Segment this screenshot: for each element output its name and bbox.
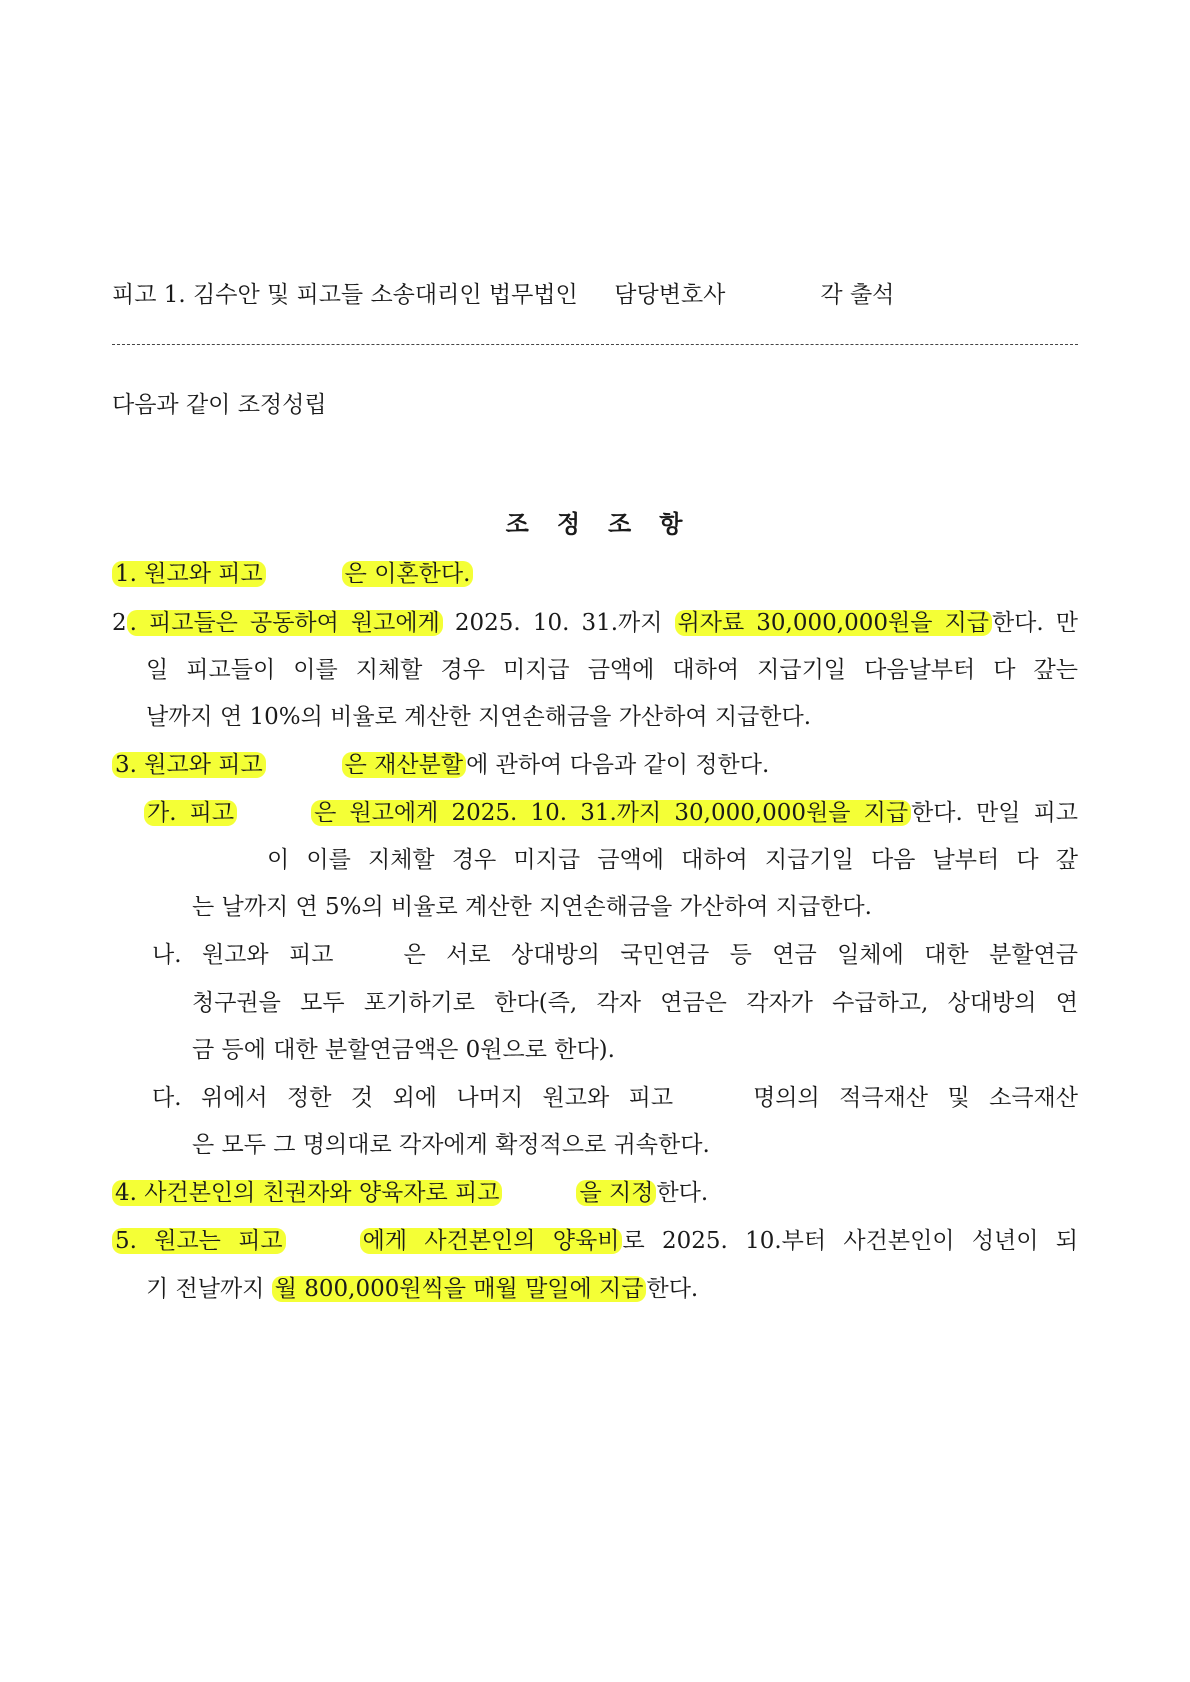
- attendance-text: 피고 1. 김수안 및 피고들 소송대리인 법무법인 담당변호사 각 출석: [112, 282, 895, 308]
- highlight: 을 지정: [576, 1180, 656, 1206]
- highlight: 5. 원고는 피고: [112, 1228, 286, 1254]
- text: 한다.: [646, 1276, 699, 1302]
- item-number: 2: [112, 610, 127, 636]
- text: 은 서로 상대방의 국민연금 등 연금 일체에 대한 분할연금: [403, 942, 1078, 968]
- text: 다. 위에서 정한 것 외에 나머지 원고와 피고: [152, 1085, 674, 1111]
- item-4: [112, 1176, 1078, 1210]
- section-title-char: 항: [659, 509, 685, 538]
- text: 한다. 만: [991, 610, 1078, 636]
- dashed-divider: [112, 344, 1078, 345]
- item-2-line-2: 일 피고들이 이를 지체할 경우 미지급 금액에 대하여 지급기일 다음날부터 다 갚는: [146, 657, 1078, 683]
- highlight: 4. 사건본인의 친권자와 양육자로 피고: [112, 1180, 502, 1206]
- attendance-line: [112, 278, 1078, 312]
- item-3b-line-1: [152, 938, 1078, 972]
- section-title-char: 조: [608, 509, 634, 538]
- item-3: [112, 748, 1078, 782]
- section-title-char: 조: [505, 509, 531, 538]
- highlight: 가. 피고: [144, 800, 237, 826]
- highlight: 위자료 30,000,000원을 지급: [675, 610, 992, 636]
- text: 한다. 만일 피고: [911, 800, 1079, 826]
- highlight: 은 재산분할: [342, 752, 466, 778]
- text: 로 2025. 10.부터 사건본인이 성년이 되: [622, 1228, 1078, 1254]
- item-3a-line-2: 이 이를 지체할 경우 미지급 금액에 대하여 지급기일 다음 날부터 다 갚: [267, 847, 1078, 873]
- highlight: 월 800,000원씩을 매월 말일에 지급: [272, 1276, 647, 1302]
- highlight: 은 이혼한다.: [342, 561, 474, 587]
- item-5-line-1: [112, 1224, 1078, 1258]
- highlight: 은 원고에게 2025. 10. 31.까지 30,000,000원을 지급: [311, 800, 911, 826]
- text: 에 관하여 다음과 같이 정한다.: [466, 752, 770, 778]
- item-3b-line-2: 청구권을 모두 포기하기로 한다(즉, 각자 연금은 각자가 수급하고, 상대방의 연: [192, 990, 1078, 1016]
- item-3b-line-3: 금 등에 대한 분할연금액은 0원으로 한다).: [192, 1037, 615, 1063]
- item-5-line-2: [146, 1272, 1078, 1306]
- text: 한다.: [656, 1180, 709, 1206]
- highlight: . 피고들은 공동하여 원고에게: [127, 610, 443, 636]
- item-3c-line-2: 은 모두 그 명의대로 각자에게 확정적으로 귀속한다.: [192, 1132, 710, 1158]
- text: 2025. 10. 31.까지: [442, 610, 675, 636]
- text: 나. 원고와 피고: [152, 942, 334, 968]
- item-3a-line-3: 는 날까지 연 5%의 비율로 계산한 지연손해금을 가산하여 지급한다.: [192, 894, 872, 920]
- text: 기 전날까지: [146, 1276, 272, 1302]
- item-3c-line-1: [152, 1081, 1078, 1115]
- text: 명의의 적극재산 및 소극재산: [753, 1085, 1078, 1111]
- highlight: 에게 사건본인의 양육비: [360, 1228, 623, 1254]
- item-2-line-3: 날까지 연 10%의 비율로 계산한 지연손해금을 가산하여 지급한다.: [146, 704, 812, 730]
- section-title-char: 정: [556, 509, 582, 538]
- highlight: 3. 원고와 피고: [112, 752, 266, 778]
- intro-line: 다음과 같이 조정성립: [112, 392, 327, 418]
- item-1: [112, 557, 1078, 591]
- highlight: 1. 원고와 피고: [112, 561, 266, 587]
- section-title: [0, 507, 1190, 541]
- item-3a-line-1: [144, 796, 1078, 830]
- item-2-line-1: [112, 606, 1078, 640]
